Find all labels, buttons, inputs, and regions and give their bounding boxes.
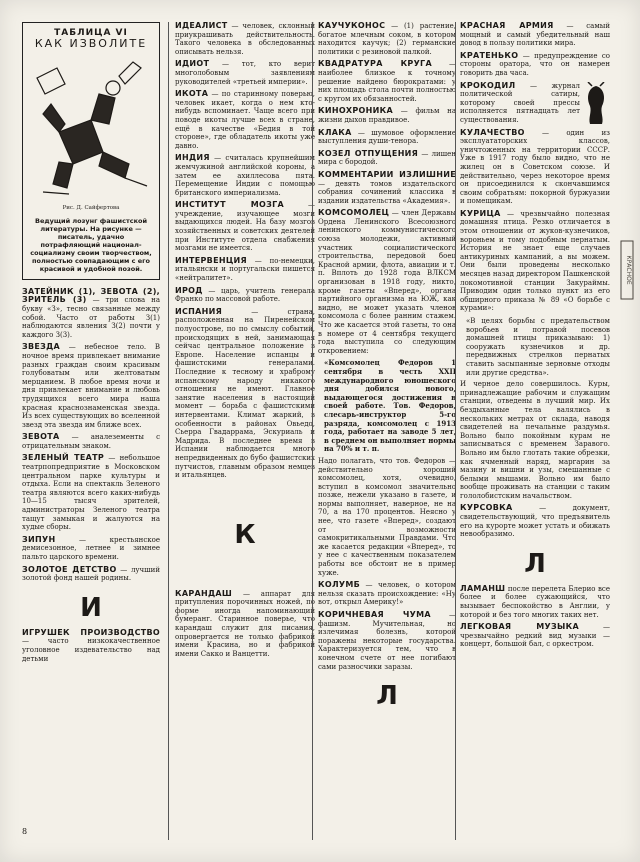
column-3: [318, 22, 456, 717]
section-letter-l: Л: [524, 548, 546, 579]
entry: ИКОТА — по старинному поверью, человек икает, когда о нем кто-нибудь вспоминает. Чаще всего при поводе икоты лучше всех в стране, ещё в качестве «Бедия в той стороне», где обладатель икоты уже давно.: [175, 89, 315, 150]
stamp-mark: [620, 240, 634, 300]
entry: КАУЧУКОНОС — (1) растение, богатое млечным соком, в котором находится каучук; (2) германские политики с резиновой палкой.: [318, 22, 456, 56]
entry: ЗВЕЗДА — небесное тело. В ночное время привлекает внимание разных граждан своим красивым голубоватым или желтоватым мерцанием. В любое время ночи и дня привлекает внимание и любовь трудящихся всего мира наша красная краснознаменская звезда. Из всех существующих во вселенной звезд эта звезда им ближе всех.: [22, 342, 160, 429]
entry: ЗАТЕЙНИК (1), ЗЕВОТА (2), ЗРИТЕЛЬ (3) — три слова на букву «З», тесно связанные между собой. Часто от работы З(1) наблюдаются явления З(2) почти у каждого З(3).: [22, 286, 160, 339]
column-divider: [455, 22, 456, 840]
entry: КЛАКА — шумовое оформление выступления души-тенора.: [318, 127, 456, 146]
entry: ИНДИЯ — считалась крупнейшим жемчужиной английской короны, а затем ее ахиллесова пята. Перемещение Индии с помощью британского империализма.: [175, 153, 315, 197]
entry: КОЛУМБ — человек, о котором нельзя сказать происхождение: «Ну вот, открыл Америку!»: [318, 580, 456, 607]
library-stamp: [620, 240, 634, 304]
entry: КУЛАЧЕСТВО — один из эксплуататорских классов, уничтоженных на территории СССР. Уже в 1917 году было видно, что не жилец он в Советском союзе. И действительно, через некоторое время он присоединился к скончавшимся своим собратьям: покорной буржуазии и помещикам.: [460, 127, 610, 206]
column-divider: [168, 22, 169, 840]
entry: ЛАМАНШ после перелета Блерио все более и более сужающийся, что вызывает беспокойство в Англии, у которой и без того многих таких нет.: [460, 583, 610, 619]
entry: КОММЕНТАРИИ ИЗЛИШНИЕ — девять томов издательского собрания сочинений классика в издании издательства «Академия».: [318, 169, 456, 205]
cartoon-illustration: [29, 54, 155, 202]
table-vi-box: [22, 22, 160, 280]
entry: И черное дело совершилось. Куры, принадлежащие рабочим и служащим станции, отведены в лучший мир. Их бездыханные тела валялись в нескольких метрах от склада, наводя свидетелей на печальные раздумья. Вольно было покойным курам не записываться с временем Заравого. Вольно им было глотать такие обрезки, как ячменный наряд, маргарин за мазину и вишни и узы, смешанные с белыми мышами. Вольно им было вообще проживать на станции с таким гололобистским начальством.: [460, 380, 610, 500]
entry: ИДЕАЛИСТ — человек, склонный приукрашивать действительность. Такого человека в обследованных описывать нельзя.: [175, 22, 315, 56]
entry: КАРАНДАШ — аппарат для притупления порочинных ножей, по форме иногда напоминающий бумеранг. Старинное поверье, что карандаш служит для писания, опровергается не только фабрикой имени Красина, но и фабрикой имени Сакко и Ванцетти.: [175, 588, 315, 658]
art-credit: Рис. Д. Сайфертова: [62, 205, 120, 212]
entry: ИГРУШЕК ПРОИЗВОДСТВО — часто низкокачественное уголовное издевательство над детьми: [22, 627, 160, 663]
entry: ЗОЛОТОЕ ДЕТСТВО — лучший золотой фонд нашей родины.: [22, 564, 160, 583]
entry: ИНСТИТУТ МОЗГА — учреждение, изучающее мозги выдающихся людей. На базу мозгов хозяйственных и советских деятелей при Институте отдела снабжения мозгами не имеется.: [175, 200, 315, 253]
table-subtitle: КАК ИЗВОЛИТЕ: [34, 36, 148, 50]
table-label: ТАБЛИЦА VI: [54, 28, 128, 38]
stamp-text: КРАСНОЕ: [625, 255, 632, 285]
column-1: [22, 22, 160, 667]
entry: КОРИЧНЕВАЯ ЧУМА — фашизм. Мучительная, но излечимая болезнь, которой поражены некоторые государства. Характеризуется тем, что в конечном счете от нее погибают сами разносчики заразы.: [318, 610, 456, 671]
entry: ЗЕВОТА — аналезементы с отрицательным знаком.: [22, 432, 160, 450]
entry: КРОКОДИЛ — журнал политической сатиры, которому своей прессы исполняется пятнадцать лет существования.: [460, 80, 580, 124]
entry: ЗИПУН — крестьянское демисезонное, летнее и зимнее пальто царского времени.: [22, 534, 160, 561]
entry: КОЗЕЛ ОТПУЩЕНИЯ — лишен мира с бородой.: [318, 148, 456, 167]
column-4: [460, 22, 610, 653]
entry: ИНТЕРВЕНЦИЯ — по-немецки, итальянски и португальски пишется «нейтралитет».: [175, 255, 315, 283]
entry: КИНОХРОНИКА — фильм на жизни дыхов правдивое.: [318, 106, 456, 124]
entry: КРАСНАЯ АРМИЯ — самый мощный и самый убедительный наш довод в пользу политики мира.: [460, 22, 610, 48]
entry: КВАДРАТУРА КРУГА — наиболее близкое к точному решение найдено бюрократами: у них площадь стола почти полностью с кругом их обязанностей.: [318, 59, 456, 103]
column-2: [175, 22, 315, 662]
entry: ИДИОТ — тот, кто верит многолобовым заявлениям руководителей «третьей империи».: [175, 59, 315, 86]
quote: «Комсомолец Федоров 1 сентября в честь XXII международного юношеского дня добился нового, выдающегося достижения в своей работе. Тов. Федоров, слесарь-инструктор 5-го разряда, комсомолец с 1913 года, работает на заводе 5 лет, в среднем он выполняет нормы на 70% и т. п.: [324, 358, 456, 454]
table-caption: Ведущий лозунг фашистской литературы. На рисунке — писатель, удачно потрафляющий национал-социализму своим творчеством, полностью совпадающим с его красивой и удобной позой.: [30, 216, 152, 273]
section-letter-i: И: [80, 592, 102, 623]
page-number: 8: [22, 827, 28, 836]
quote: «В целях борьбы с предательством воробьев и потравой посевов домашней птицы приказываю: 1) сооружать кузнечиков и др. передвижных стрелков пернатых ставить засыпанные зерновые отходы или другие средства».: [466, 317, 610, 377]
crocodile-icon: [582, 82, 610, 128]
col1-entries: [22, 288, 160, 583]
entry: ИСПАНИЯ — страна, расположенная на Пиренейском полуострове, по по смыслу событий, происходящих в ней, занимающая сейчас центральное положение в Европе. Население испанцы и фашистскими генералами. Последние к тесному и храброму испанскому народу никакого отношения не имеют. Главное занятие населения в настоящий момент — борьба с фашистскими интервентами. Климат жаркий, в особенности в районах Овьедо, Сьерра Гвадаррама, Эскуриаль и Мадрида. В последнее время в Испании наблюдается много непредвиденных до бубо фашистских путчистов, главным образом немцев и итальянцев.: [175, 306, 315, 480]
entry: Надо полагать, что тов. Федоров — действительно хороший комсомолец, хотя, очевидно, вступил в комсомол значительно позже, нежели указано в газете, и нормы выполняет, наверное, не на 70, а на 170 процентов. Неясно у нее, что газете «Вперед», создают от возможности самокритикальными Правдами. Что же касается редакции «Вперед», то у нее с качественным показателем работы все обстоит не в пример хуже.: [318, 456, 456, 577]
entry: ЛЕГКОВАЯ МУЗЫКА — чрезвычайно редкий вид музыки — концерт, большой бал, с оркестром.: [460, 622, 610, 649]
entry: КРАТЕНЬКО — предупреждение со стороны оратора, что он намерен говорить два часа.: [460, 50, 610, 77]
entry: КОМСОМОЛЕЦ — член Державы Ордена Ленинского Всесоюзного ленинского коммунистического союза молодежи, активный участник социалистического строительства, передовой боец Красной армии, флота, авиации и т. п. Вплоть до 1928 года ВЛКСМ организован в 1918 году, никто, кроме газеты «Вперед», органа партийного организма на ЮЖ, как видно, не может указать членов комсомола с более ранним стажем. Что же касается этой газеты, то она в номере от 4 сентября текущего года выступила со следующим откровением:: [318, 208, 456, 355]
entry: КУРИЦА — чрезвычайно полезная домашняя птица. Резко отличается в этом отношении от жуков-кузнечиков, вороньем и тому подобным пернатым. История не знает еще случаев антикуриных кампаний, а вы можем. Они были проведены несколько месяцев назад директором Пашкенской локомотивной станции Закураймы. Приводим один только пункт из его обширного приказа № 89 «О борьбе с курами»:: [460, 208, 610, 313]
entry: ИРОД — царь, учитель генерала Франко по массовой работе.: [175, 285, 315, 304]
entry: ЗЕЛЕНЫЙ ТЕАТР — небольшое театрпопредприятие в Московском центральном парке культуры и отдыха. Если на спектакль Зеленого театра являются всего каких-нибудь 10—15 тысяч зрителей, администраторы Зеленого театра тащут замыкая и жалуются на худые сборы.: [22, 453, 160, 532]
section-letter-l: Л: [376, 681, 398, 712]
column-divider: [312, 22, 313, 840]
krokodil-entry-wrap: [460, 82, 610, 125]
section-letter-k: К: [234, 519, 256, 550]
entry: КУРСОВКА — документ, свидетельствующий, что предъявитель его на курорте может устать и обижать невообразимо.: [460, 503, 610, 539]
